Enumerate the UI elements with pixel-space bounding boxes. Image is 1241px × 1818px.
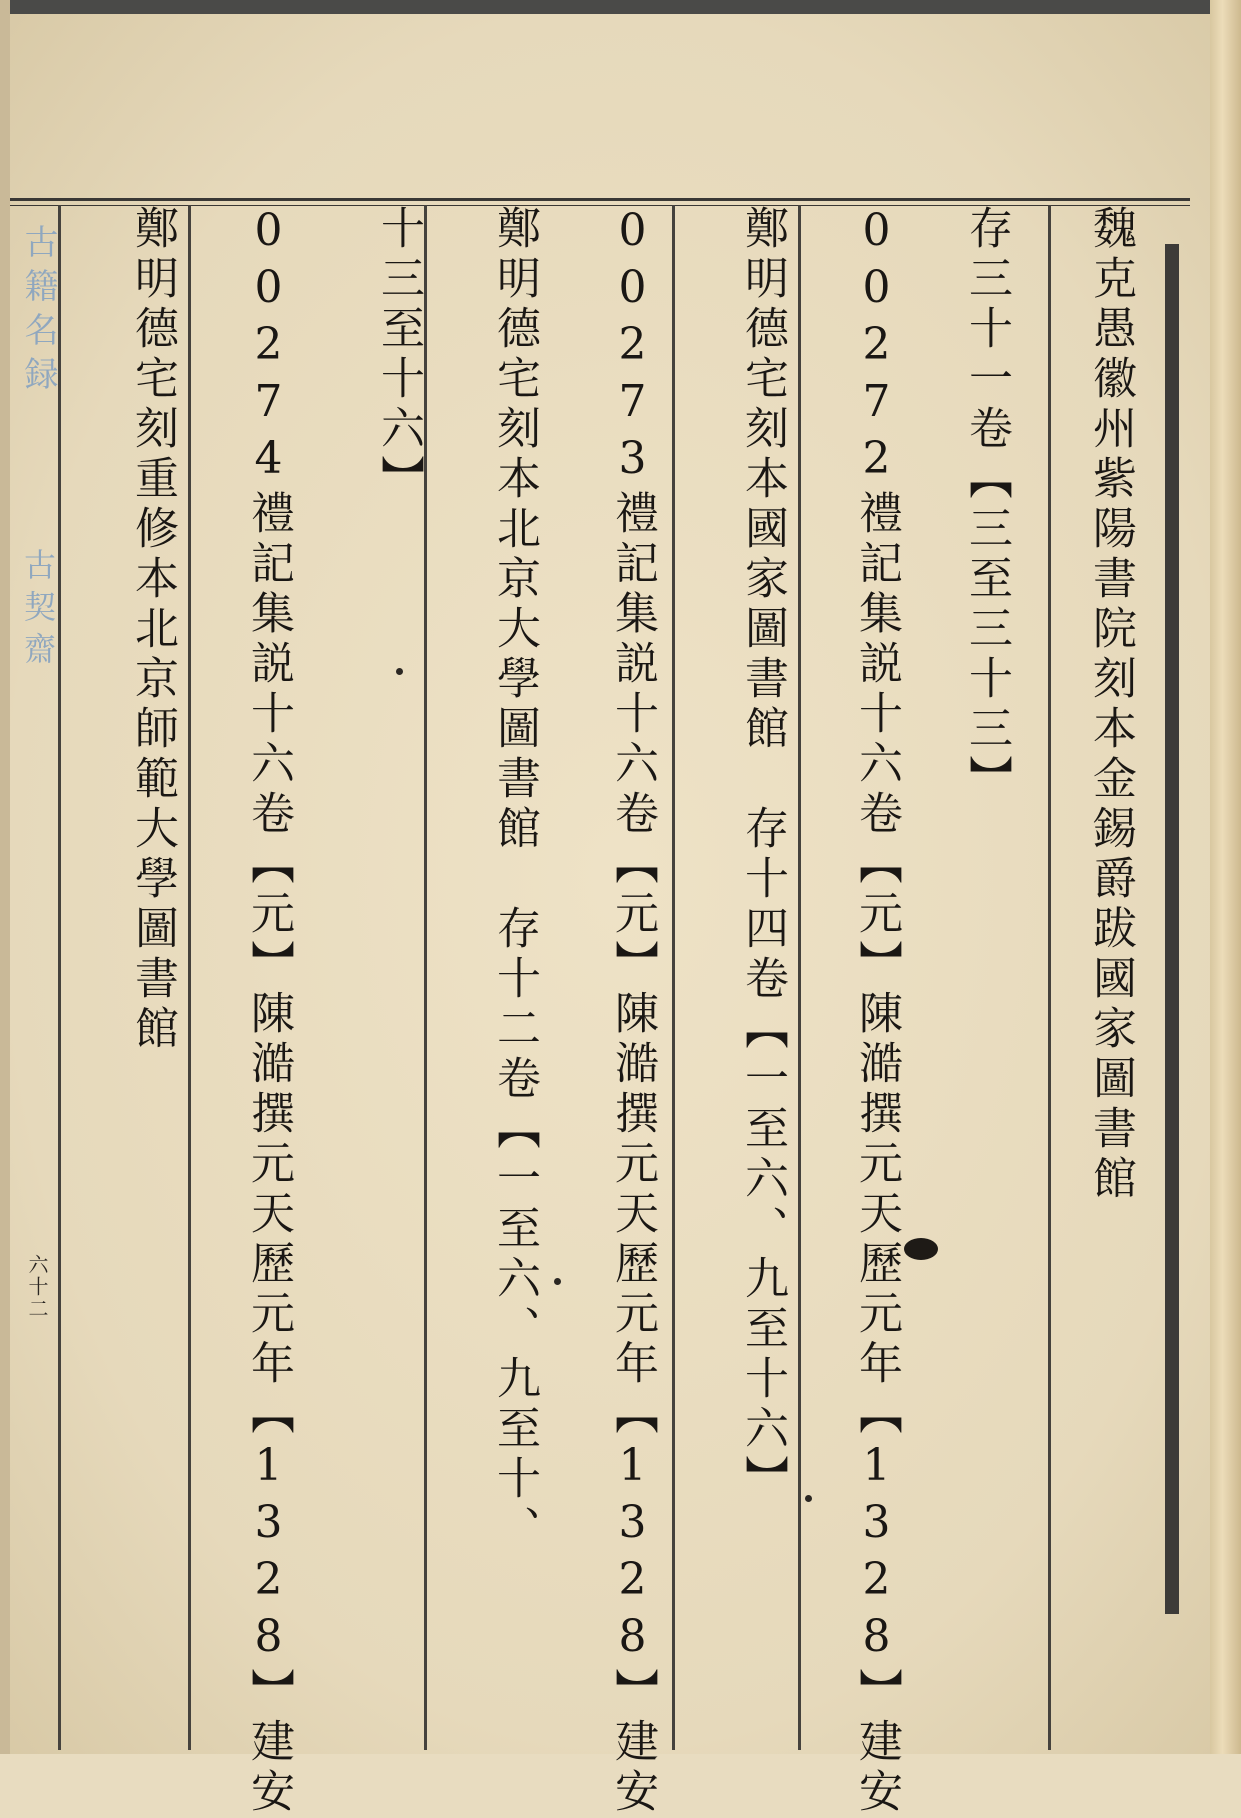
page-number: 六十二 [25,1254,49,1320]
column-rule [672,205,675,1750]
ink-spot [904,1238,938,1260]
page-fold [1210,0,1241,1754]
text-column-5: 00273禮記集説十六卷【元】陳澔撰元天歷元年【1328】建安 [607,205,658,1818]
text-column-4: 鄭明德宅刻本國家圖書館 存十四卷【一至六、九至十六】 [737,205,788,1505]
text-column-2: 存三十一卷【三至三十三】 [961,205,1012,805]
column-rule [58,205,61,1750]
text-column-7: 十三至十六】 [373,205,424,505]
column-rule [188,205,191,1750]
left-page-edge [0,0,10,1754]
paper-speck [396,668,403,675]
text-column-9: 鄭明德宅刻重修本北京師範大學圖書館 [127,205,178,1055]
margin-publisher: 古契齋 [19,548,57,674]
text-column-8: 00274禮記集説十六卷【元】陳澔撰元天歷元年【1328】建安 [243,205,294,1818]
paper-speck [554,1278,561,1285]
frame-right-border [1165,244,1179,1614]
text-column-1: 魏克愚徽州紫陽書院刻本金錫爵跋國家圖書館 [1085,205,1136,1205]
text-column-6: 鄭明德宅刻本北京大學圖書館 存十二卷【一至六、九至十、 [489,205,540,1555]
column-rule [1048,205,1051,1750]
top-shadow [0,0,1241,14]
paper-speck [805,1495,812,1502]
column-rule [798,205,801,1750]
text-column-3: 00272禮記集説十六卷【元】陳澔撰元天歷元年【1328】建安 [851,205,902,1818]
margin-book-title: 古籍名録 [18,224,58,400]
